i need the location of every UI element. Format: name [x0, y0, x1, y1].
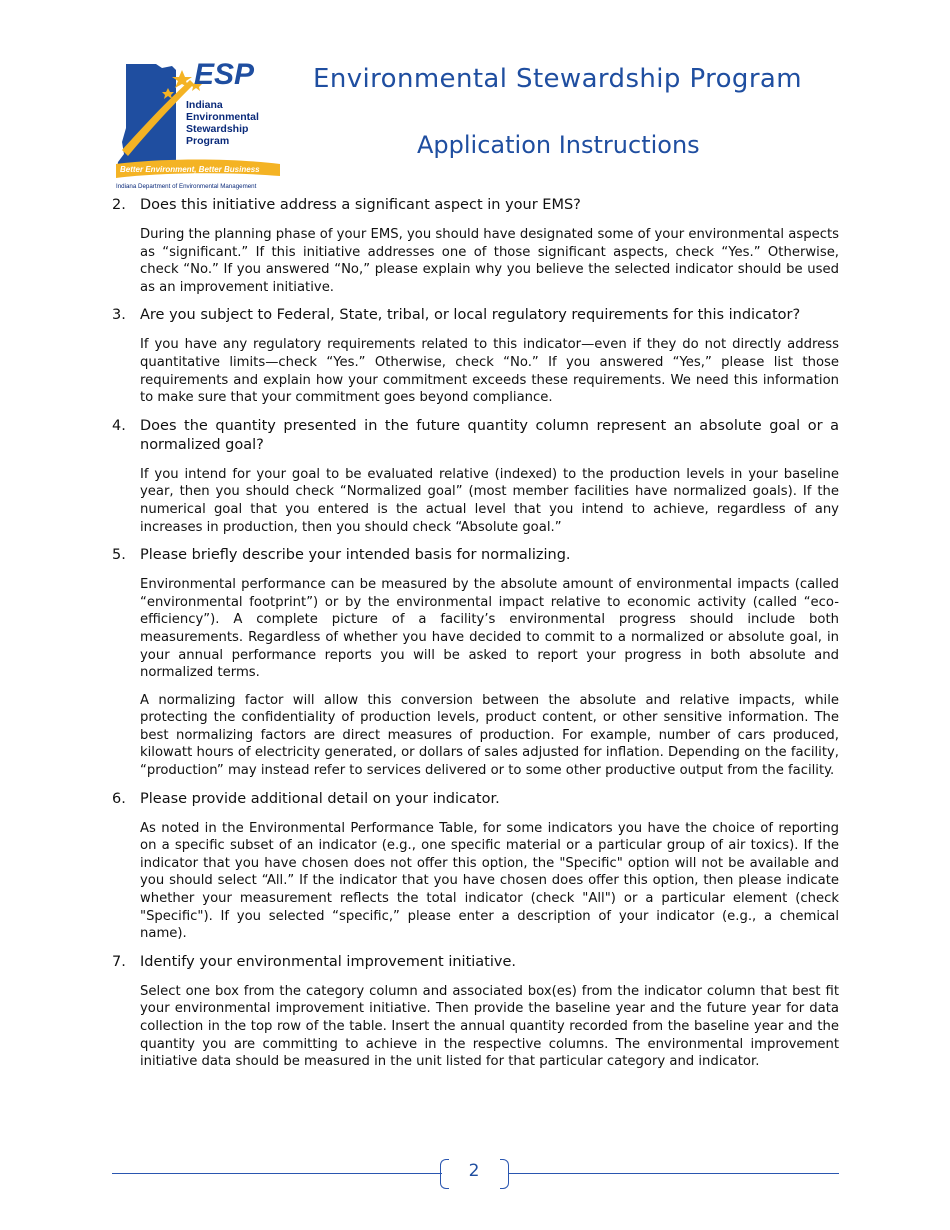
answer-paragraph: A normalizing factor will allow this conversion between the absolute and relative impacts, while protecting the confidentiality of production levels, product content, or other sensitive information. The best normalizing factors are direct measures of production. For example, number of cars produced, kilowatt hours of electricity generated, or dollars of sales adjusted for inflation. Depending on the facility, “production” may instead refer to services delivered or to some other productive output from the facility.	[140, 692, 839, 779]
document-title: Environmental Stewardship Program	[313, 64, 802, 94]
instruction-item	[112, 417, 839, 536]
question	[112, 546, 839, 565]
page-number: 2	[468, 1161, 480, 1181]
answer-paragraph: Select one box from the category column and associated box(es) from the indicator column that best fit your environmental improvement initiative. Then provide the baseline year and the future year for data collection in the top row of the table. Insert the annual quantity recorded from the baseline year and the quantity you are committing to achieve in the respective columns. The environmental improvement initiative data should be measured in the unit listed for that particular category and indicator.	[140, 983, 839, 1070]
page-number-bracket	[500, 1159, 509, 1189]
answer-paragraph: As noted in the Environmental Performance Table, for some indicators you have the choice of reporting on a specific subset of an indicator (e.g., one specific material or a particular group of air toxics). If the indicator that you have chosen does not offer this option, the "Specific" option will not be available and you should select “All.” If the indicator that you have chosen does offer this option, then please indicate whether your measurement reflects the total indicator (check "All") or a particular element (check "Specific"). If you selected “specific,” please enter a description of your indicator (e.g., a chemical name).	[140, 820, 839, 942]
logo-line: Stewardship	[186, 123, 249, 135]
indiana-map-icon	[116, 64, 176, 174]
question-text: Identify your environmental improvement initiative.	[140, 953, 517, 970]
question	[112, 417, 839, 455]
question	[112, 306, 839, 325]
document-subtitle: Application Instructions	[417, 131, 700, 159]
answer-paragraph: During the planning phase of your EMS, you should have designated some of your environmental aspects as “significant.” If this initiative addresses one of those significant aspects, check “Yes.” Otherwise, check “No.” If you answered “No,” please explain why you believe the selected indicator should be used as an improvement initiative.	[140, 227, 839, 295]
question-number: 7.	[112, 953, 126, 970]
question-text: Does this initiative address a significant aspect in your EMS?	[140, 197, 581, 213]
question	[112, 196, 839, 215]
instruction-item	[112, 790, 839, 943]
question-number: 4.	[112, 417, 126, 434]
instruction-item	[112, 196, 839, 296]
answer-paragraph: If you have any regulatory requirements related to this indicator—even if they do not directly address quantitative limits—check “Yes.” Otherwise, check “No.” If you answered “Yes,” please list those requirements and explain how your commitment exceeds these requirements. We need this information to make sure that your commitment goes beyond compliance.	[140, 337, 839, 406]
question	[112, 953, 839, 972]
question-text: Please briefly describe your intended basis for normalizing.	[140, 547, 571, 564]
logo-acronym: ESP	[194, 58, 255, 91]
instruction-item	[112, 546, 839, 780]
logo-agency: Indiana Department of Environmental Management	[116, 183, 257, 190]
question-text: Does the quantity presented in the future quantity column represent an absolute goal or a normalized goal?	[140, 417, 839, 453]
instruction-item	[112, 306, 839, 406]
question-text: Are you subject to Federal, State, tribal, or local regulatory requirements for this indicator?	[140, 307, 801, 324]
logo-tagline: Better Environment, Better Business	[120, 165, 260, 174]
question-number: 5.	[112, 547, 126, 564]
instructions-body	[112, 196, 839, 1071]
answer-paragraph: If you intend for your goal to be evaluated relative (indexed) to the production levels in your baseline year, then you should check “Normalized goal” (most member facilities have normalized goals). If the numerical goal that you entered is the actual level that you intend to achieve, regardless of any increases in production, then you should check “Absolute goal.”	[140, 466, 839, 535]
question-number: 3.	[112, 307, 126, 324]
instruction-item	[112, 953, 839, 1071]
logo-line: Indiana	[186, 99, 223, 111]
logo-line: Program	[186, 135, 230, 147]
logo-line: Environmental	[186, 111, 259, 123]
question-text: Please provide additional detail on your indicator.	[140, 790, 500, 807]
question-number: 6.	[112, 790, 126, 807]
footer-rule	[508, 1173, 839, 1174]
question-number: 2.	[112, 197, 126, 213]
esp-logo	[112, 58, 284, 192]
answer-paragraph: Environmental performance can be measured by the absolute amount of environmental impacts (called “environmental footprint”) or by the environmental impact relative to economic activity (called “eco-efficiency”). A complete picture of a facility’s environmental progress should include both measurements. Regardless of whether you have decided to commit to a normalized or absolute goal, in your annual performance reports you will be asked to report your progress in both absolute and normalized terms.	[140, 577, 839, 681]
question	[112, 790, 839, 809]
footer-rule	[112, 1173, 442, 1174]
